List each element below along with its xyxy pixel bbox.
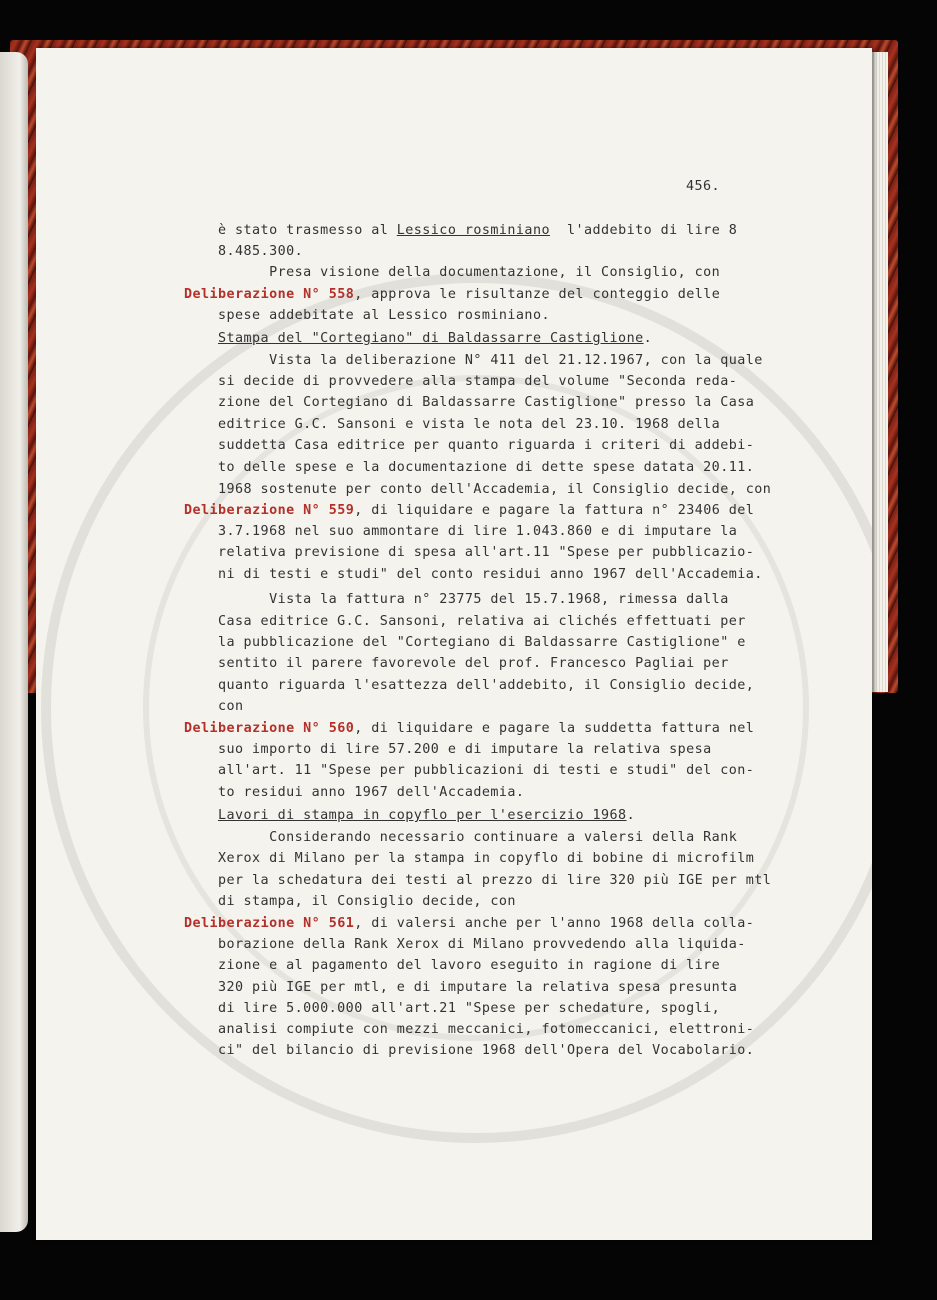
document-text	[36, 48, 872, 1240]
text-line	[218, 632, 746, 653]
text-segment: 1968 sostenute per conto dell'Accademia, il Consiglio decide, con	[218, 482, 772, 497]
text-segment: to residui anno 1967 dell'Accademia.	[218, 785, 525, 800]
text-segment: analisi compiute con mezzi meccanici, fotomeccanici, elettroni-	[218, 1022, 755, 1037]
text-segment: Presa visione della documentazione, il Consiglio, con	[218, 265, 721, 280]
text-segment: suddetta Casa editrice per quanto riguarda i criteri di addebi-	[218, 438, 755, 453]
text-segment: Vista la fattura n° 23775 del 15.7.1968, rimessa dalla	[218, 592, 729, 607]
deliberation-number: Deliberazione N° 559	[184, 503, 355, 518]
text-segment: editrice G.C. Sansoni e vista le nota del 23.10. 1968 della	[218, 417, 721, 432]
text-segment: 3.7.1968 nel suo ammontare di lire 1.043.860 e di imputare la	[218, 524, 738, 539]
text-segment: Considerando necessario continuare a valersi della Rank	[218, 830, 738, 845]
text-segment: l'addebito di lire 8	[549, 223, 738, 238]
text-line	[184, 284, 720, 305]
text-line	[218, 977, 737, 998]
text-line	[218, 220, 737, 241]
text-line	[218, 328, 652, 349]
section-heading: Lessico rosminiano	[396, 223, 550, 238]
text-segment: per la schedatura dei testi al prezzo di lire 320 più IGE per mtl	[218, 873, 772, 888]
text-line	[218, 782, 524, 803]
text-segment: suo importo di lire 57.200 e di imputare la relativa spesa	[218, 742, 712, 757]
text-line	[218, 675, 754, 696]
text-line	[218, 371, 737, 392]
text-segment: si decide di provvedere alla stampa del volume "Seconda reda-	[218, 374, 738, 389]
text-segment: zione e al pagamento del lavoro eseguito in ragione di lire	[218, 958, 721, 973]
text-segment: , di liquidare e pagare la fattura n° 23406 del	[354, 503, 755, 518]
document-page	[36, 48, 872, 1240]
text-line	[218, 827, 737, 848]
text-line	[218, 305, 550, 326]
text-line	[218, 414, 720, 435]
text-line	[218, 653, 729, 674]
text-segment: zione del Cortegiano di Baldassarre Castiglione" presso la Casa	[218, 395, 755, 410]
text-line	[218, 934, 746, 955]
text-line	[218, 891, 516, 912]
text-segment: sentito il parere favorevole del prof. Francesco Pagliai per	[218, 656, 729, 671]
text-line	[218, 521, 737, 542]
text-line	[218, 350, 763, 371]
text-segment: borazione della Rank Xerox di Milano provvedendo alla liquida-	[218, 937, 746, 952]
text-line	[184, 913, 754, 934]
text-line	[218, 479, 771, 500]
text-segment: all'art. 11 "Spese per pubblicazioni di testi e studi" del con-	[218, 763, 755, 778]
text-segment: di stampa, il Consiglio decide, con	[218, 894, 516, 909]
text-segment: spese addebitate al Lessico rosminiano.	[218, 308, 550, 323]
text-line	[218, 848, 754, 869]
text-segment: ci" del bilancio di previsione 1968 dell'Opera del Vocabolario.	[218, 1043, 755, 1058]
text-line	[218, 1019, 754, 1040]
page-number: 456.	[686, 179, 721, 194]
text-line	[218, 564, 763, 585]
text-segment: è stato trasmesso al	[218, 223, 397, 238]
text-line	[218, 1040, 754, 1061]
text-segment: Vista la deliberazione N° 411 del 21.12.1967, con la quale	[218, 353, 763, 368]
facing-page-edge	[0, 52, 28, 1232]
text-line	[218, 805, 635, 826]
text-segment: la pubblicazione del "Cortegiano di Baldassarre Castiglione" e	[218, 635, 746, 650]
deliberation-number: Deliberazione N° 560	[184, 721, 355, 736]
text-segment: to delle spese e la documentazione di dette spese datata 20.11.	[218, 460, 755, 475]
text-segment: con	[218, 699, 244, 714]
text-line	[218, 435, 754, 456]
text-line	[218, 760, 754, 781]
text-segment: quanto riguarda l'esattezza dell'addebito, il Consiglio decide,	[218, 678, 755, 693]
text-segment: , di liquidare e pagare la suddetta fattura nel	[354, 721, 755, 736]
text-line	[218, 696, 244, 717]
text-segment: , approva le risultanze del conteggio delle	[354, 287, 721, 302]
text-line	[218, 870, 771, 891]
text-segment: relativa previsione di spesa all'art.11 "Spese per pubblicazio-	[218, 545, 755, 560]
text-line	[184, 500, 754, 521]
text-line	[218, 955, 720, 976]
text-segment: di lire 5.000.000 all'art.21 "Spese per schedature, spogli,	[218, 1001, 721, 1016]
text-line	[218, 241, 303, 262]
text-line	[218, 457, 754, 478]
text-line	[218, 392, 754, 413]
text-segment: .	[626, 808, 636, 823]
text-segment: , di valersi anche per l'anno 1968 della colla-	[354, 916, 755, 931]
text-line	[218, 589, 729, 610]
section-heading: Lavori di stampa in copyflo per l'esercizio 1968	[218, 808, 627, 823]
deliberation-number: Deliberazione N° 558	[184, 287, 355, 302]
text-segment: Xerox di Milano per la stampa in copyflo di bobine di microfilm	[218, 851, 755, 866]
text-line	[218, 998, 720, 1019]
text-segment: ni di testi e studi" del conto residui anno 1967 dell'Accademia.	[218, 567, 763, 582]
text-segment: Casa editrice G.C. Sansoni, relativa ai clichés effettuati per	[218, 614, 746, 629]
text-line	[218, 542, 754, 563]
text-segment: .	[643, 331, 653, 346]
text-line	[218, 262, 720, 283]
text-line	[218, 611, 746, 632]
section-heading: Stampa del "Cortegiano" di Baldassarre Castiglione	[218, 331, 644, 346]
text-line	[184, 718, 754, 739]
text-segment: 8.485.300.	[218, 244, 304, 259]
deliberation-number: Deliberazione N° 561	[184, 916, 355, 931]
text-segment: 320 più IGE per mtl, e di imputare la relativa spesa presunta	[218, 980, 738, 995]
text-line	[218, 739, 712, 760]
